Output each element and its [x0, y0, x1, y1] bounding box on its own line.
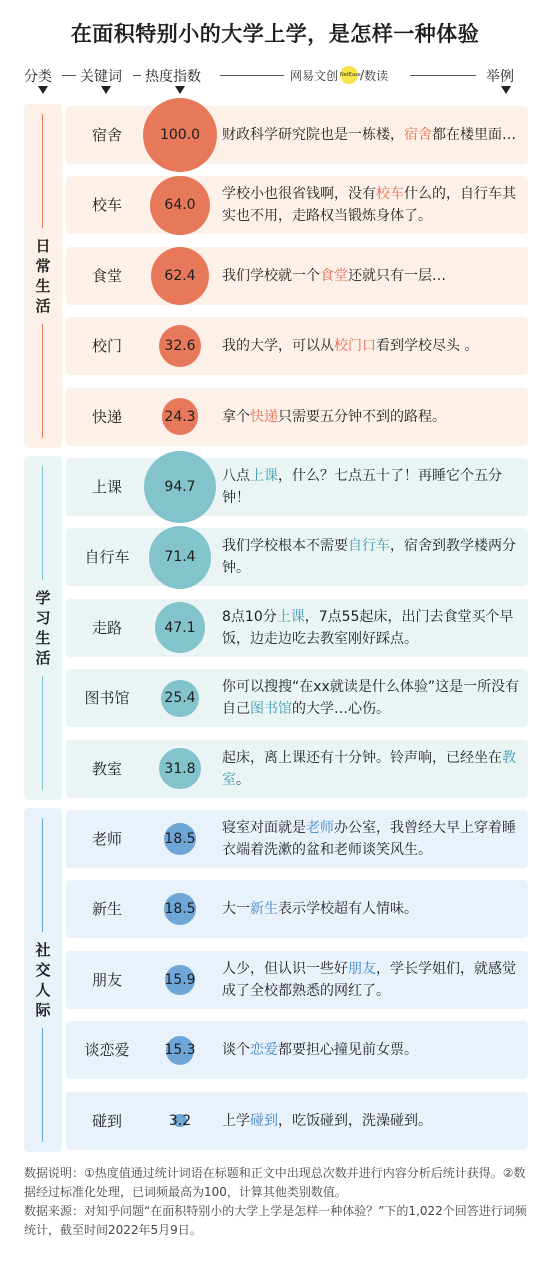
- example-text: 八点上课，什么？七点五十了！再睡它个五分钟！: [222, 468, 502, 506]
- chart-row: [66, 247, 528, 305]
- heat-value-label: 47.1: [164, 619, 196, 636]
- group-line: [42, 114, 43, 228]
- data-note: 数据说明：①热度值通过统计词语在标题和正文中出现总次数并进行内容分析后统计获得。②数据经过标准化处理，已词频最高为100，计算其他类别数值。: [24, 1166, 526, 1199]
- example-text: 财政科学研究院也是一栋楼，宿舍都在楼里面…: [222, 127, 516, 143]
- example-text: 大一新生表示学校超有人情味。: [222, 901, 418, 918]
- header-category: 分类: [24, 69, 52, 85]
- keyword-label: 教室: [91, 759, 122, 778]
- header-divider: [220, 75, 284, 76]
- keyword-label: 上课: [91, 478, 122, 496]
- heat-value-label: 100.0: [159, 127, 201, 143]
- example-text: 你可以搜搜“在xx就读是什么体验”这是一所没有自己图书馆的大学…心伤。: [222, 679, 520, 718]
- example-text: 我们学校根本不需要自行车，宿舍到教学楼两分钟。: [222, 538, 516, 577]
- keyword-label: 走路: [91, 618, 122, 637]
- keyword-label: 图书馆: [84, 689, 130, 708]
- keyword-label: 新生: [91, 900, 122, 919]
- group-label: 社 交 人 际: [35, 940, 51, 1019]
- heat-value-label: 62.4: [164, 267, 196, 284]
- heat-value-label: 24.3: [164, 408, 196, 425]
- chart-row: [66, 176, 528, 234]
- column-header: [0, 62, 550, 92]
- brand-left: 网易文创: [290, 68, 339, 83]
- heat-value-label: 15.3: [164, 1042, 196, 1059]
- header-example: 举例: [486, 69, 514, 85]
- example-text: 我们学校就一个食堂还就只有一层…: [222, 267, 446, 284]
- keyword-label: 自行车: [84, 548, 130, 567]
- example-text: 上学碰到，吃饭碰到，洗澡碰到。: [222, 1112, 432, 1129]
- brand-right: 数读: [364, 68, 389, 83]
- keyword-label: 食堂: [91, 266, 122, 285]
- heat-value-label: 94.7: [164, 479, 196, 495]
- keyword-label: 朋友: [91, 970, 122, 989]
- keyword-label: 校车: [91, 196, 122, 215]
- heat-value-label: 3.2: [168, 1112, 192, 1129]
- chart-row: [66, 740, 528, 798]
- chart-row: [66, 458, 528, 516]
- brand-mark: 网易文创 NetEase / 数读: [290, 68, 389, 83]
- group-label: 日 常 生 活: [35, 236, 51, 315]
- chart-row: [66, 106, 528, 164]
- heat-value-label: 18.5: [164, 901, 196, 918]
- header-heat: 热度指数: [145, 69, 201, 85]
- arrow-down-icon: [38, 86, 48, 94]
- example-text: 人少，但认识一些好朋友，学长学姐们，就感觉成了全校都熟悉的网红了。: [222, 960, 516, 999]
- header-divider: [133, 75, 141, 76]
- example-text: 寝室对面就是老师办公室，我曾经大早上穿着睡衣端着洗漱的盆和老师谈笑风生。: [222, 820, 516, 858]
- keyword-label: 碰到: [91, 1111, 122, 1130]
- heat-value-label: 15.9: [164, 971, 196, 988]
- arrow-down-icon: [101, 86, 111, 94]
- chart-row: [66, 880, 528, 938]
- group-panel: [24, 808, 62, 1152]
- notes: [24, 1164, 530, 1240]
- group-line: [42, 676, 43, 790]
- chart-row: [66, 1021, 528, 1079]
- keyword-label: 谈恋爱: [84, 1041, 130, 1060]
- source-note: 数据来源：对知乎问题“在面积特别小的大学上学是怎样一种体验？”下的1,022个回答进行词频统计，截至时间2022年5月9日。: [24, 1204, 527, 1237]
- group-label: 学 习 生 活: [35, 588, 51, 667]
- example-text: 谈个恋爱都要担心撞见前女票。: [222, 1042, 418, 1059]
- group-panel: [24, 104, 62, 448]
- example-text: 拿个快递只需要五分钟不到的路程。: [222, 408, 446, 425]
- heat-value-label: 71.4: [164, 549, 196, 566]
- page-title: 在面积特别小的大学上学，是怎样一种体验: [70, 22, 480, 46]
- header-divider: [410, 75, 476, 76]
- chart-row: [66, 317, 528, 375]
- chart-row: [66, 528, 528, 586]
- heat-value-label: 64.0: [164, 197, 196, 214]
- heat-value-label: 31.8: [164, 760, 196, 777]
- keyword-label: 校门: [91, 337, 122, 356]
- heat-value-label: 32.6: [164, 338, 196, 355]
- header-keyword: 关键词: [80, 69, 122, 85]
- arrow-down-icon: [501, 86, 511, 94]
- netease-logo-icon: NetEase: [340, 66, 358, 84]
- chart-row: [66, 388, 528, 446]
- arrow-down-icon: [175, 86, 185, 94]
- group-panel: [24, 456, 62, 800]
- example-text: 起床，离上课还有十分钟。铃声响，已经坐在教室。: [222, 749, 516, 788]
- example-text: 学校小也很省钱啊，没有校车什么的，自行车其实也不用，走路权当锻炼身体了。: [222, 186, 516, 225]
- heat-value-label: 25.4: [164, 690, 196, 707]
- header-divider: [62, 75, 76, 76]
- group-line: [42, 1028, 43, 1142]
- chart-row: [66, 1092, 528, 1150]
- group-line: [42, 466, 43, 580]
- example-text: 我的大学，可以从校门口看到学校尽头 。: [222, 338, 479, 355]
- chart-row: [66, 599, 528, 657]
- chart-row: [66, 810, 528, 868]
- keyword-label: 老师: [91, 830, 122, 848]
- group-line: [42, 324, 43, 438]
- group-line: [42, 818, 43, 932]
- keyword-label: 宿舍: [91, 126, 122, 144]
- example-text: 8点10分上课，7点55起床，出门去食堂买个早饭，边走边吃去教室刚好踩点。: [222, 608, 514, 647]
- chart-row: [66, 951, 528, 1009]
- heat-value-label: 18.5: [164, 831, 196, 847]
- keyword-label: 快递: [91, 407, 122, 426]
- chart-row: [66, 669, 528, 727]
